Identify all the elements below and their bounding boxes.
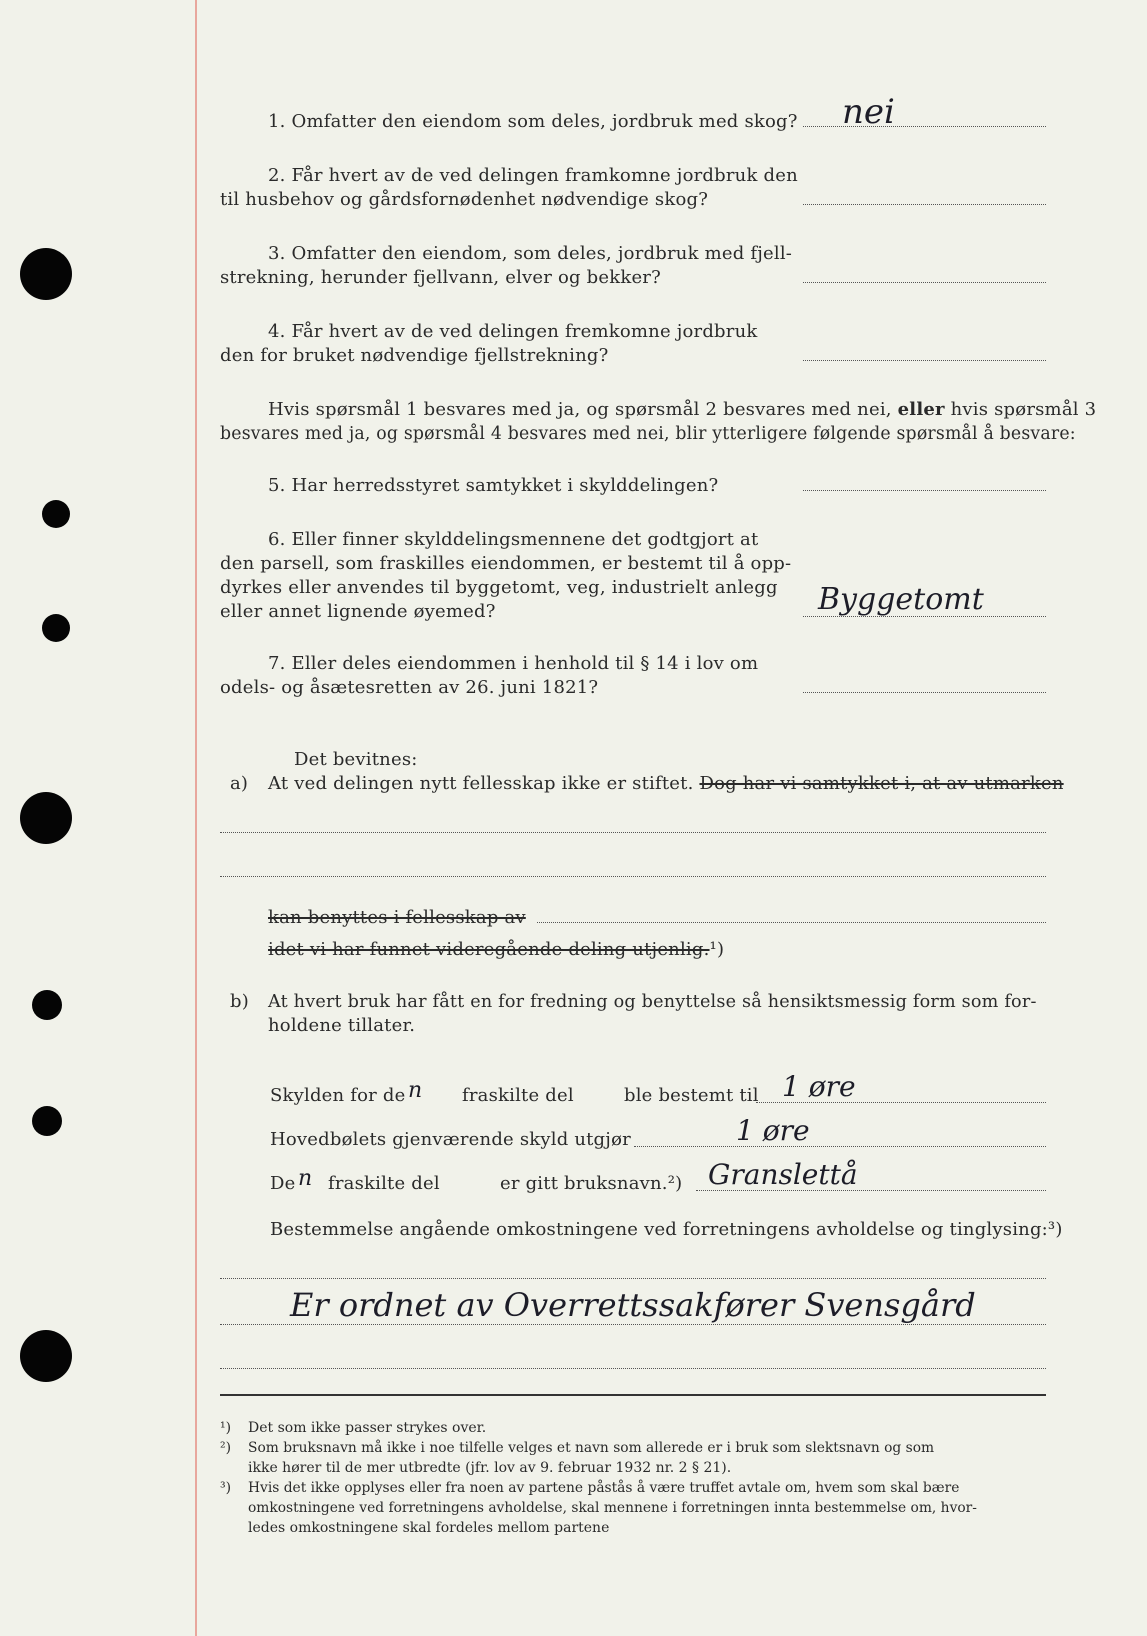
skyld-answer: 1 øre — [782, 1070, 856, 1103]
footnote-2-line2: ikke hører til de mer utbredte (jfr. lov av 9. februar 1932 nr. 2 § 21). — [248, 1460, 732, 1476]
blank-line — [220, 876, 1046, 877]
footnote-rule — [220, 1394, 1046, 1396]
attest-a-text — [268, 772, 1064, 796]
answer-line-2 — [803, 204, 1046, 205]
footnote-1: Det som ikke passer strykes over. — [248, 1420, 487, 1436]
skyld-line1c: ble bestemt til — [624, 1085, 759, 1106]
question-3-line1: 3. Omfatter den eiendom, som deles, jordbruk med fjell- — [268, 243, 793, 264]
answer-line-hovedbol — [634, 1146, 1046, 1147]
binder-hole — [20, 1330, 72, 1382]
note-part-a: Hvis spørsmål 1 besvares med ja, og spørsmål 2 besvares med nei, — [268, 399, 892, 420]
blank-line — [220, 1368, 1046, 1369]
answer-6: Byggetomt — [818, 582, 984, 617]
blank-line — [220, 1324, 1046, 1325]
question-6-line2: den parsell, som fraskilles eiendommen, er bestemt til å opp- — [220, 553, 792, 574]
binder-hole — [42, 614, 70, 642]
skyld-line1a: Skylden for de — [270, 1085, 406, 1106]
footnote-ref-1: ¹) — [709, 939, 725, 960]
footnote-3-line3: ledes omkostningene skal fordeles mellom partene — [248, 1520, 610, 1536]
question-4-line1: 4. Får hvert av de ved delingen fremkomne jordbruk — [268, 321, 758, 342]
attest-heading: Det bevitnes: — [294, 749, 418, 770]
skyld-line3-hw: n — [298, 1166, 313, 1191]
footnote-1-mark: ¹) — [220, 1420, 232, 1436]
binder-hole — [32, 990, 62, 1020]
skyld-line2: Hovedbølets gjenværende skyld utgjør — [270, 1129, 631, 1150]
answer-line-1 — [803, 126, 1046, 127]
note-part-c: hvis spørsmål 3 — [950, 399, 1097, 420]
answer-line-3 — [803, 282, 1046, 283]
struck-deling-text: idet vi har funnet videregående deling utjenlig. — [268, 939, 710, 960]
binder-hole — [42, 500, 70, 528]
question-3-line2: strekning, herunder fjellvann, elver og bekker? — [220, 267, 661, 288]
hovedbol-answer: 1 øre — [736, 1114, 810, 1147]
skyld-line1b: fraskilte del — [462, 1085, 574, 1106]
question-2-line1: 2. Får hvert av de ved delingen framkomne jordbruk den — [268, 165, 798, 186]
question-6-line4: eller annet lignende øyemed? — [220, 601, 496, 622]
attest-a-struck: Dog har vi samtykket i, at av utmarken — [699, 773, 1064, 794]
attest-b-line2: holdene tillater. — [268, 1015, 416, 1036]
answer-line-7 — [803, 692, 1046, 693]
blank-line — [220, 1278, 1046, 1279]
skyld-line3a: De — [270, 1173, 296, 1194]
struck-deling — [268, 938, 724, 962]
question-7-line1: 7. Eller deles eiendommen i henhold til § 14 i lov om — [268, 653, 759, 674]
question-4-line2: den for bruket nødvendige fjellstrekning? — [220, 345, 609, 366]
binder-hole — [32, 1106, 62, 1136]
blank-line — [537, 922, 1046, 923]
skyld-line4: Bestemmelse angående omkostningene ved forretningens avholdelse og tinglysing:³) — [270, 1219, 1063, 1240]
question-2-line2: til husbehov og gårdsfornødenhet nødvendige skog? — [220, 189, 709, 210]
question-5: 5. Har herredsstyret samtykket i skylddelingen? — [268, 475, 719, 496]
question-6-line3: dyrkes eller anvendes til byggetomt, veg, industrielt anlegg — [220, 577, 778, 598]
attest-b-label: b) — [230, 991, 249, 1012]
footnote-2-line1: Som bruksnavn må ikke i noe tilfelle velges et navn som allerede er i bruk som slektsnavn og som — [248, 1440, 935, 1456]
question-6-line1: 6. Eller finner skylddelingsmennene det godtgjort at — [268, 529, 759, 550]
attest-a-label: a) — [230, 773, 249, 794]
answer-line-4 — [803, 360, 1046, 361]
blank-line — [220, 832, 1046, 833]
skyld-line3c: er gitt bruksnavn.²) — [500, 1173, 683, 1194]
answer-1: nei — [842, 92, 895, 132]
margin-line — [195, 0, 197, 1636]
footnote-3-line1: Hvis det ikke opplyses eller fra noen av partene påstås å være truffet avtale om, hvem som skal bære — [248, 1480, 960, 1496]
answer-line-5 — [803, 490, 1046, 491]
attest-a-main: At ved delingen nytt fellesskap ikke er stiftet. — [268, 773, 694, 794]
conditional-note-line1 — [268, 398, 1096, 422]
conditional-note-line2: besvares med ja, og spørsmål 4 besvares med nei, blir ytterligere følgende spørsmål å besvare: — [220, 424, 1076, 444]
footnote-3-line2: omkostningene ved forretningens avholdelse, skal mennene i forretningen innta bestemmelse om, hvor- — [248, 1500, 977, 1516]
struck-fellesskap: kan benyttes i fellesskap av — [268, 907, 526, 928]
footnote-3-mark: ³) — [220, 1480, 232, 1496]
bruksnavn-answer: Granslettå — [708, 1158, 858, 1191]
binder-hole — [20, 248, 72, 300]
note-emphasis: eller — [897, 399, 945, 420]
footnote-2-mark: ²) — [220, 1440, 232, 1456]
question-1: 1. Omfatter den eiendom som deles, jordbruk med skog? — [268, 111, 798, 132]
attest-b-line1: At hvert bruk har fått en for fredning og benyttelse så hensiktsmessig form som for- — [268, 992, 1037, 1012]
question-7-line2: odels- og åsætesretten av 26. juni 1821? — [220, 677, 599, 698]
costs-answer: Er ordnet av Overrettssakfører Svensgård — [290, 1286, 976, 1324]
binder-hole — [20, 792, 72, 844]
skyld-line3b: fraskilte del — [328, 1173, 440, 1194]
skyld-line1-hw: n — [408, 1078, 423, 1103]
